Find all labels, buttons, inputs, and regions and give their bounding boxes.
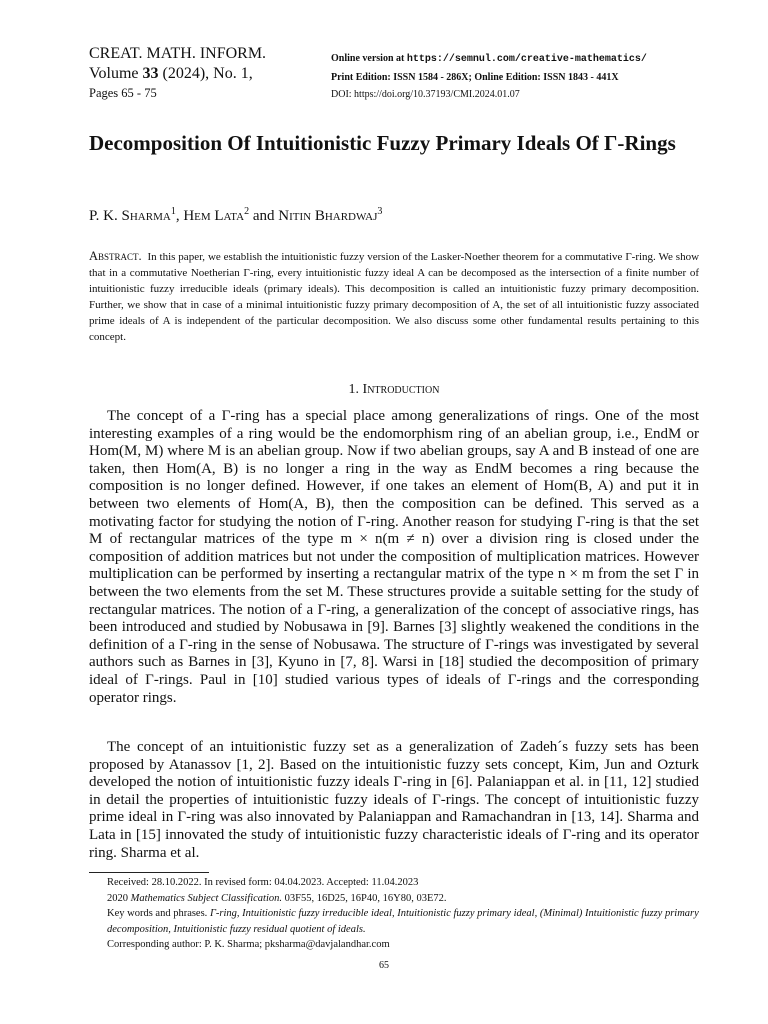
footnote-corresponding-author: Corresponding author: P. K. Sharma; pksharma@davjalandhar.com xyxy=(107,939,390,950)
print-edition: Print Edition: ISSN 1584 - 286X; Online Edition: ISSN 1843 - 441X xyxy=(331,71,619,83)
online-url-link[interactable]: https://semnul.com/creative-mathematics/ xyxy=(406,54,647,65)
author-bhardwaj: Nitin Bhardwaj xyxy=(278,208,378,224)
abstract-label: Abstract. xyxy=(89,249,142,263)
doi-link[interactable]: DOI: https://doi.org/10.37193/CMI.2024.01.07 xyxy=(331,89,520,100)
intro-paragraph-2 xyxy=(89,739,699,862)
paragraph-text: The concept of an intuitionistic fuzzy set as a generalization of Zadeh´s fuzzy sets has been proposed by Atanassov [1, 2]. Based on the intuitionistic fuzzy sets concept, Kim, Jun and Ozturk developed the notion of intuitionistic fuzzy ideals Γ-ring in [6]. Palaniappan et al. in [11, 12] studied in detail the properties of intuitionistic fuzzy ideals of Γ-rings. The concept of intuitionistic fuzzy prime ideal in Γ-ring was also innovated by Palaniappan and Ramachandran in [13, 14]. Sharma and Lata in [15] innovated the study of intuitionistic fuzzy characteristic ideals of Γ-ring and its operator ring. Sharma et al. xyxy=(89,739,699,861)
journal-publication-info xyxy=(331,50,647,104)
footnote-divider xyxy=(89,872,209,873)
author-lata: Hem Lata xyxy=(183,208,245,224)
online-version: Online version at https://semnul.com/creative-mathematics/ xyxy=(331,53,647,65)
abstract-text: In this paper, we establish the intuitionistic fuzzy version of the Lasker-Noether theorem for a commutative Γ-ring. We show that in a commutative Noetherian Γ-ring, every intuitionistic fuzzy ideal A can be decomposed as the intersection of a finite number of intuitionistic fuzzy irreducible ideals (primary ideals). This decomposition is called an intuitionistic fuzzy primary decomposition. Further, we show that in case of a minimal intuitionistic fuzzy primary decomposition of A, the set of all intuitionistic fuzzy associated prime ideals of A is independent of the particular decomposition. We also discuss some other fundamental results pertaining to this concept. xyxy=(89,251,700,343)
footnotes xyxy=(89,875,699,953)
section-heading-introduction: 1. Introduction xyxy=(348,382,440,397)
author-sharma: P. K. Sharma xyxy=(89,208,171,224)
author-list: P. K. Sharma$^1$, Hem Lata$^2$ and Nitin Bhardwaj$^3$ xyxy=(89,206,383,224)
journal-pages: Pages 65 - 75 xyxy=(89,86,157,100)
paper-title: Decomposition Of Intuitionistic Fuzzy Primary Ideals Of Γ-Rings xyxy=(89,131,676,155)
footnote-msc: 2020 Mathematics Subject Classification. 03F55, 16D25, 16P40, 16Y80, 03E72. xyxy=(107,892,447,904)
intro-paragraph-1 xyxy=(89,408,699,707)
footnote-keywords: Key words and phrases. Γ-ring, Intuitionistic fuzzy irreducible ideal, Intuitionistic fuzzy primary ideal, (Minimal) Intuitionistic fuzzy primary decomposition, Intuitionistic fuzzy residual quotient of ideals. xyxy=(107,908,699,935)
footnote-received: Received: 28.10.2022. In revised form: 04.04.2023. Accepted: 11.04.2023 xyxy=(107,877,419,888)
journal-header xyxy=(89,44,699,104)
journal-volume: Volume 33 (2024), No. 1, xyxy=(89,65,253,82)
abstract xyxy=(89,248,699,345)
page-number: 65 xyxy=(379,960,389,971)
paragraph-text: The concept of a Γ-ring has a special place among generalizations of rings. One of the most interesting examples of a ring would be the endomorphism ring of an abelian group, i.e., EndM or Hom(M, M) where M is an abelian group. Now if two abelian groups, say A and B instead of one are taken, then Hom(A, B) is no longer a ring in the way as EndM becomes a ring because the composition is no longer defined. However, if one takes an element of Hom(B, A) and put it in between two elements of Hom(A, B), then the composition can be defined. This served as a motivating factor for studying the notion of Γ-ring. Another reason for studying Γ-ring is that the set M of rectangular matrices of the type m × n(m ≠ n) over a division ring is closed under the composition of addition matrices but not under the composition of multiplication matrices. However multiplication can be performed by inserting a rectangular matrix of the type n × m from the set Γ in between the two elements from the set M. These structures provide a suitable setting for the study of rectangular matrices. The notion of a Γ-ring, a generalization of the concept of associative rings, has been introduced and studied by Nobusawa in [9]. Barnes [3] slightly weakened the conditions in the definition of a Γ-ring in the sense of Nobusawa. The structure of Γ-rings was investigated by several authors such as Barnes in [3], Kyuno in [7, 8]. Warsi in [18] studied the decomposition of primary ideal of Γ-rings. Paul in [10] studied various types of ideals of Γ-rings and the corresponding operator rings. xyxy=(89,408,699,706)
journal-info xyxy=(89,44,266,102)
journal-name: CREAT. MATH. INFORM. xyxy=(89,45,267,62)
